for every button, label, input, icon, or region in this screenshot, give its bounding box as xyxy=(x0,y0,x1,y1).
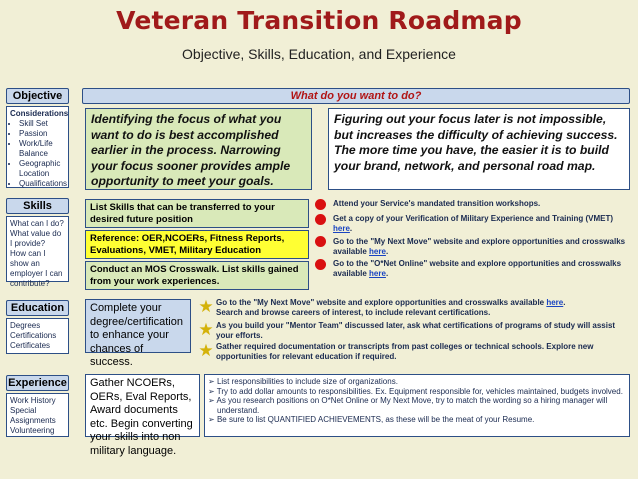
list-item: • Passion xyxy=(19,129,65,139)
onet-link[interactable]: here xyxy=(369,268,386,278)
page-subtitle: Objective, Skills, Education, and Experience xyxy=(182,46,456,62)
note-text: Go to the "O*Net Online" website and explore opportunities and crosswalks available xyxy=(333,259,622,278)
list-item: • Work/Life Balance xyxy=(19,139,65,159)
skills-side-box xyxy=(6,216,69,288)
education-side-box xyxy=(6,318,69,354)
note-tail: . xyxy=(563,298,566,307)
page-title: Veteran Transition Roadmap xyxy=(116,6,522,35)
list-skills-card: List Skills that can be transferred to your desired future position xyxy=(85,199,309,228)
red-dot-icon xyxy=(315,199,326,210)
skills-note-3 xyxy=(333,237,633,256)
my-next-move-link[interactable]: here xyxy=(546,298,564,307)
red-dot-icon xyxy=(315,236,326,247)
skills-note-4 xyxy=(333,259,633,278)
skills-question: What can I do? xyxy=(10,219,64,228)
note-text: Get a copy of your Verification of Military Experience and Training (VMET) xyxy=(333,214,614,223)
experience-bullets xyxy=(204,374,630,437)
education-note-2: As you build your "Mentor Team" discussed later, ask what certifications of programs of study will assist your efforts. xyxy=(216,321,616,340)
list-item: • Geographic Location xyxy=(19,159,65,179)
list-item: ➢ Be sure to list QUANTIFIED ACHIEVEMENTS, as these will be the meat of your Resume. xyxy=(208,415,535,424)
mos-crosswalk-card: Conduct an MOS Crosswalk. List skills gained from your work experiences. xyxy=(85,261,309,290)
star-icon: ★ xyxy=(198,341,214,360)
arrow-bullet-icon: ➢ xyxy=(208,415,217,424)
note-tail: . xyxy=(385,268,389,278)
skills-header: Skills xyxy=(6,198,69,214)
note-text: Go to the "My Next Move" website and explore opportunities and crosswalks available xyxy=(333,237,626,256)
considerations-box xyxy=(6,106,69,188)
arrow-bullet-icon: ➢ xyxy=(208,386,217,396)
what-header: What do you want to do? xyxy=(82,88,630,104)
list-item: ➢ As you research positions on O*Net Online or My Next Move, try to match the wording so a hiring manager will understand. xyxy=(208,396,608,415)
red-dot-icon xyxy=(315,214,326,225)
degree-card: Complete your degree/certification to enhance your chances of success. xyxy=(85,299,191,353)
considerations-list xyxy=(10,119,68,189)
note-text: Search and browse careers of interest, to include relevant certifications. xyxy=(216,307,491,317)
note-text: Attend your Service's mandated transition workshops. xyxy=(333,199,541,208)
note-tail: . xyxy=(385,246,389,256)
gather-docs-card: Gather NCOERs, OERs, Eval Reports, Award documents etc. Begin converting your skills into non military language. xyxy=(85,374,200,437)
experience-header: Experience xyxy=(6,375,69,391)
list-item: • Qualifications xyxy=(19,179,65,189)
education-item: Certificates xyxy=(10,341,51,350)
note-tail: . xyxy=(349,223,353,233)
focus-early-card: Identifying the focus of what you want to do is best accomplished earlier in the process. Narrowing your focus sooner provides ample opportunity to meet your goals. xyxy=(85,108,312,190)
list-item: ➢ List responsibilities to include size of organizations. xyxy=(208,377,398,386)
experience-item: Special Assignments xyxy=(10,406,56,425)
skills-question: What value do I provide? xyxy=(10,229,62,248)
list-item: • Skill Set xyxy=(19,119,65,129)
arrow-bullet-icon: ➢ xyxy=(208,396,217,405)
list-item: ➢ Try to add dollar amounts to responsibilities. Ex. Equipment responsible for, vehicles maintained, budgets involved. xyxy=(208,386,623,396)
education-item: Certifications xyxy=(10,331,57,340)
skills-note-1 xyxy=(333,199,633,209)
education-item: Degrees xyxy=(10,321,41,330)
star-icon: ★ xyxy=(198,320,214,339)
red-dot-icon xyxy=(315,259,326,270)
note-text: Go to the "My Next Move" website and explore opportunities and crosswalks available xyxy=(216,298,547,307)
skills-question: How can I show an employer I can contribute? xyxy=(10,249,63,288)
skills-note-2 xyxy=(333,214,633,233)
education-header: Education xyxy=(6,300,69,316)
vmet-link[interactable]: here xyxy=(333,223,350,233)
reference-card: Reference: OER,NCOERs, Fitness Reports, Evaluations, VMET, Military Education xyxy=(85,230,309,259)
experience-item: Volunteering xyxy=(10,426,55,435)
experience-side-box xyxy=(6,393,69,437)
my-next-move-link[interactable]: here xyxy=(369,246,386,256)
objective-header: Objective xyxy=(6,88,69,104)
experience-item: Work History xyxy=(10,396,56,405)
considerations-title: Considerations xyxy=(10,109,69,118)
education-note-3: Gather required documentation or transcripts from past colleges or technical schools. Explore new opportunities for relevant education if required. xyxy=(216,342,594,361)
focus-later-card: Figuring out your focus later is not impossible, but increases the difficulty of achieving success. The more time you have, the easier it is to build your brand, network, and personal road map. xyxy=(328,108,630,190)
education-note-1 xyxy=(216,298,632,317)
arrow-bullet-icon: ➢ xyxy=(208,377,217,386)
star-icon: ★ xyxy=(198,297,214,316)
